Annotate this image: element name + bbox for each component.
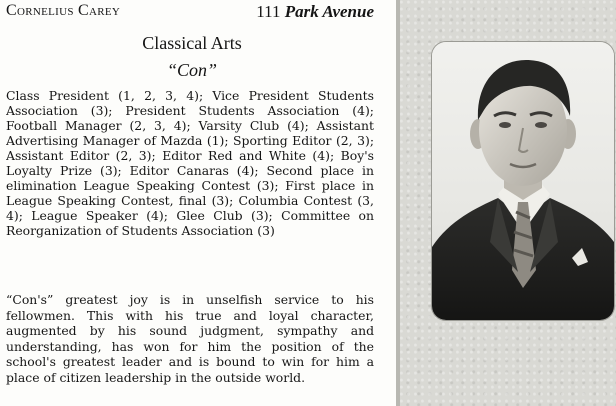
student-name: Cornelius Carey (6, 2, 121, 19)
biography-column (6, 0, 378, 406)
entry-header (6, 2, 374, 24)
portrait-image (432, 42, 614, 320)
nickname: “Con” (166, 60, 218, 80)
tribute-paragraph: “Con's” greatest joy is in unselfish service to his fellowmen. This with his true and loyal character, augmented by his sound judgment, sympathy and understanding, has won for him the position of the school's greatest leader and is bound to win for him a place of citizen leadership in the outside world. (6, 292, 374, 385)
photo-panel (400, 0, 616, 406)
address-street: Park Avenue (284, 2, 374, 21)
student-address (256, 2, 374, 22)
course-title: Classical Arts (142, 33, 242, 53)
portrait-photo (432, 42, 614, 320)
activities-record: Class President (1, 2, 3, 4); Vice President Students Association (3); President Students Association (4); Football Manager (2, 3, 4); Varsity Club (4); Assistant Advertising Manager of Mazda (1); Sporting Editor (2, 3); Assistant Editor (2, 3); Editor Red and White (4); Boy's Loyalty Prize (3); Editor Canaras (4); Second place in elimination League Speaking Contest (3); First place in League Speaking Contest, final (3); Columbia Contest (3, 4); League Speaker (4); Glee Club (3); Committee on Reorganization of Students Association (3) (6, 88, 374, 238)
address-number: 111 (256, 2, 281, 21)
